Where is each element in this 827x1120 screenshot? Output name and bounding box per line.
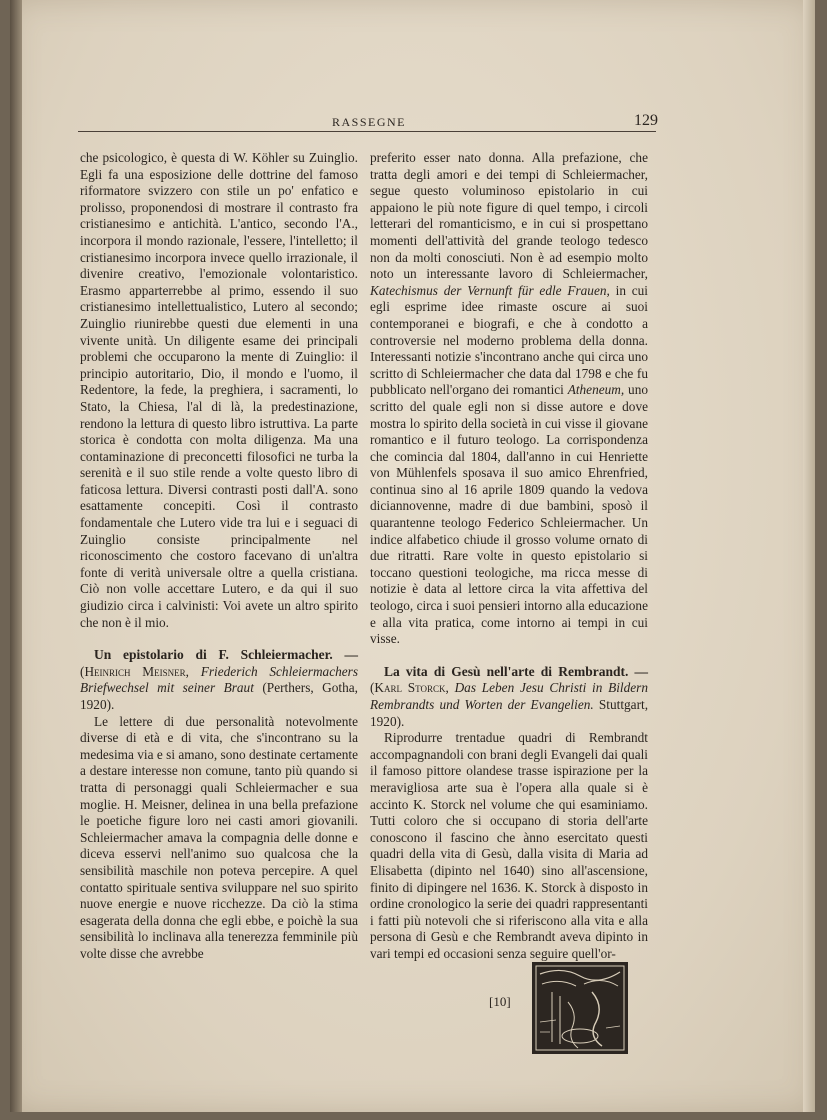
reference-publisher: (Perthers, Gotha, 1920). — [80, 680, 358, 712]
reference-publisher: Stuttgart, 1920). — [370, 697, 649, 729]
page-gutter — [10, 0, 22, 1112]
woodcut-illustration — [532, 962, 628, 1054]
reference-author: Heinrich Meisner, — [84, 663, 189, 679]
reference-title: Das Leben Jesu Christi in Bildern Rembrandts und Worten der Evangelien. — [370, 680, 648, 712]
section-title: Un epistolario di F. Schleiermacher. — — [94, 647, 358, 663]
header-rule — [78, 131, 656, 132]
page-header — [78, 113, 658, 133]
italic-title: Katechismus der Vernunft für edle Frauen, — [370, 282, 610, 298]
signature-mark: [10] — [489, 994, 511, 1009]
page-number: 129 — [634, 112, 658, 129]
text-run: in cui egli esprime idee rimaste oscure ai suoi contemporanei e biografi, e che à condotto a controversie nel moderno problema della donna. Interessanti notizie s'incontrano anche qui circa uno scritto di Schleiermacher che data dal 1798 e che fu pubblicato nell'organo dei romantici — [370, 282, 649, 398]
paragraph: Le lettere di due personalità notevolmente diverse di età e di vita, che s'incontrano su la medesima via e si amano, sono destinate certamente a destare interesse non comune, tanto più quando si tratta di personaggi quali Schleiermacher e sua moglie. H. Meisner, delinea in una bella prefazione le poetiche figure loro nei casti amori giovanili. Schleiermacher amava la compagnia delle donne e diceva esservi nell'animo suo qualcosa che la sensibilità maschile non poteva percepire. A quel contatto spirituale sentiva sviluppare nel suo spirito nuove energie e nuove ricchezze. Da ciò la stima esagerata della donna che egli ebbe, e poichè la sua sensibilità lo inclinava alla tenerezza femminile più volte disse che avrebbe — [80, 713, 358, 961]
paragraph: Riprodurre trentadue quadri di Rembrandt accompagnandoli con brani degli Evangeli dai quali il famoso pittore olandese trasse ispirazione per la meravigliosa arte sua è l'opera alla quale si è accinto K. Storck nel volume che qui esaminiamo. Tutti coloro che si occupano di storia dell'arte conoscono il fascino che ànno esercitato questi quadri della vita di Gesù, dalla visita di Maria ad Elisabetta (dipinto nel 1640) sino all'ascensione, finito di dipingere nel 1636. K. Storck à disposto in ordine cronologico la serie dei quadri rappresentanti i fatti più notevoli che si riferiscono alla vita e alla persona di Gesù e che Rembrandt aveva dipinto in vari tempi ed occasioni senza seguire quell'or- — [370, 730, 648, 961]
woodcut-image — [532, 962, 628, 1054]
review-heading — [80, 647, 358, 713]
section-title: La vita di Gesù nell'arte di Rembrandt. — — [384, 663, 648, 679]
running-head: RASSEGNE — [332, 115, 407, 129]
reference-title: Friederich Schleiermachers Briefwechsel mit seiner Braut — [80, 663, 359, 696]
ref-open: ( — [80, 663, 85, 679]
text-run: uno scritto del quale egli non si disse autore e dove mostra lo spirito della società in cui visse il giovane romantico e il futuro teologo. La corrispondenza che comincia dal 1804, dall'anno in cui Henriette von Mühlenfels sposava il suo amico Ehrenfried, continua sino al 16 aprile 1809 quando la vedova diciannovenne, madre di due bambini, sposò il quarantenne teologo Federico Schleiermacher. Un indice alfabetico chiude il grosso volume ornato di due ritratti. Rare volte in questo epistolario si toccano questioni teologiche, ma ricca messe di notizie è data al lettore circa la vita affettiva del teologo, circa i suoi pensieri intorno alla educazione e alla vita pratica, come intorno ai tempi in cui visse. — [370, 382, 648, 647]
review-heading — [370, 664, 648, 730]
left-column — [80, 150, 358, 963]
paragraph: che psicologico, è questa di W. Köhler su Zuinglio. Egli fa una esposizione delle dottrine del famoso riformatore svizzero con stile un po' enfatico e prolisso, proponendosi di mostrare il contrasto fra cristianesimo e antichità. L'antico, secondo l'A., incorpora il mondo razionale, l'essere, l'intelletto; il cristianesimo incorpora invece quello irrazionale, il divenire creativo, l'emozionale volontaristico. Erasmo apparterrebbe al primo, essendo il suo cristianesimo intellettualistico, Lutero al secondo; Zuinglio riunirebbe questi due elementi in una vivente unità. Un diligente esame dei principali problemi che occuparono la mente di Zuinglio: il principio autoritario, Dio, il mondo e l'uomo, il Redentore, la fede, la preghiera, i sacramenti, lo Stato, la Chiesa, l'al di là, la predestinazione, rendono la lettura di questo libro istruttiva. La parte storica è condotta con molta diligenza. Ma una contaminazione di preconcetti filosofici ne turba la serenità e il suo stile rende a volte questo libro di faticosa lettura. Diversi contrasti posti dall'A. sono esattamente concepiti. Così il contrasto fondamentale che Lutero vide tra lui e i seguaci di Zuinglio consiste principalmente nel riconoscimento che costoro facevano di un'altra fonte di verità universale oltre a quella cristiana. Ciò non volle accettare Lutero, e da qui il suo giudizio circa i calvinisti: Voi avete un altro spirito che non è il mio. — [80, 150, 358, 630]
text-run: preferito esser nato donna. Alla prefazione, che tratta degli amori e dei tempi di Schleiermacher, segue questo voluminoso epistolario in cui appaiono le più note figure di quel tempo, i circoli letterari del romanticismo, e in cui si prospettano momenti dell'attività del grande teologo tedesco non da molti conosciuti. Non è ad esempio molto noto un interessante lavoro di Schleiermacher, — [370, 150, 648, 282]
page-edge — [803, 0, 815, 1112]
right-column — [370, 150, 648, 963]
paragraph — [370, 150, 648, 648]
italic-title: Atheneum, — [567, 382, 625, 398]
reference-author: (Karl Storck, — [370, 680, 449, 696]
